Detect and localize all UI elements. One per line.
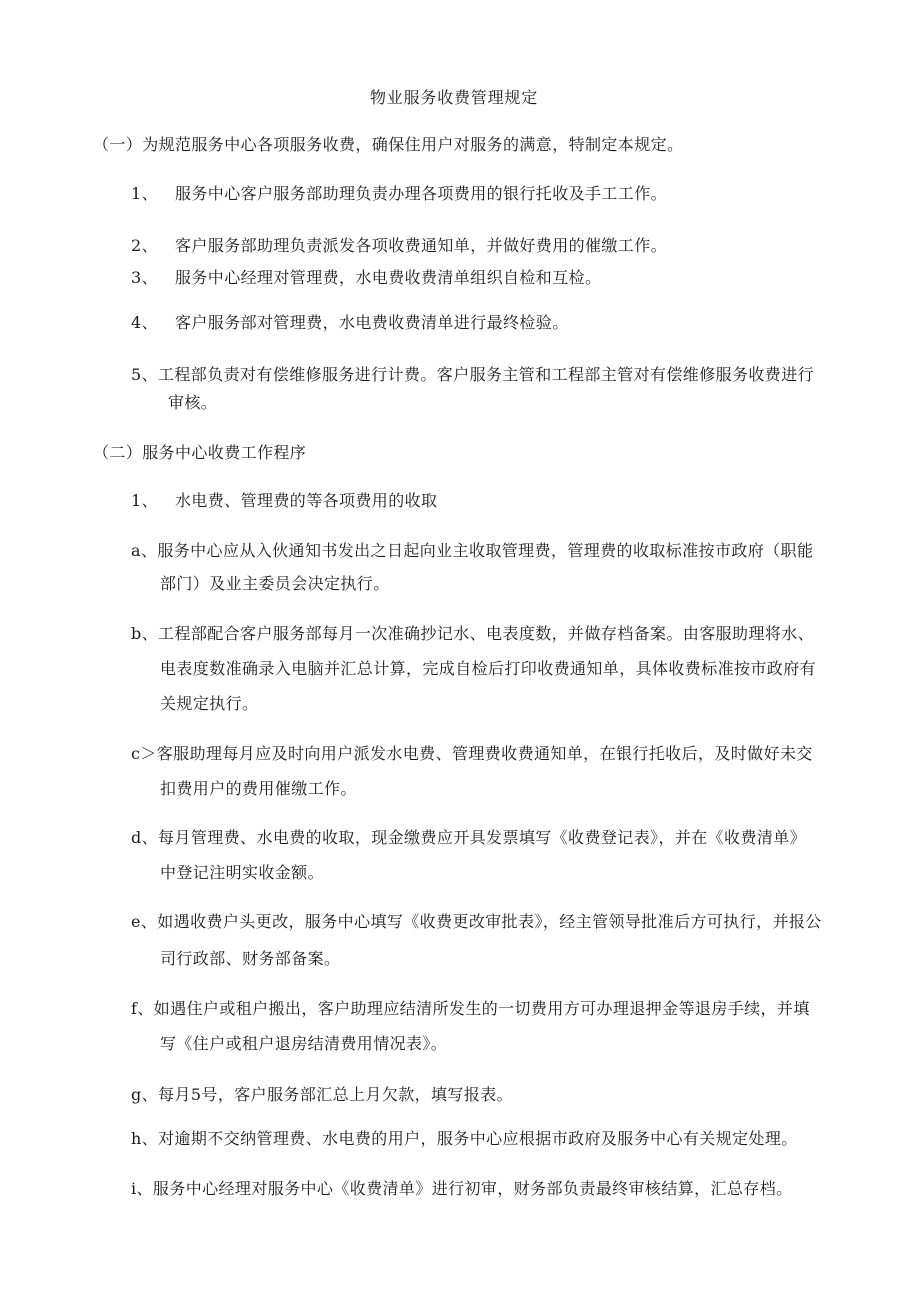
item-number: 3、 — [131, 268, 158, 287]
item-number: 1、 — [131, 184, 158, 203]
item-number: 4、 — [131, 313, 158, 332]
item-text: 每月5号，客户服务部汇总上月欠款，填写报表。 — [158, 1085, 514, 1104]
item-label: f、 — [131, 999, 154, 1018]
item-text: 如遇住户或租户搬出，客户助理应结清所发生的一切费用方可办理退押金等退房手续，并填 — [153, 999, 810, 1018]
item-number: 1、 — [131, 491, 158, 510]
item-text: 服务中心经理对管理费，水电费收费清单组织自检和互检。 — [175, 268, 602, 287]
list-item — [131, 912, 822, 932]
document-title: 物业服务收费管理规定 — [370, 88, 539, 107]
list-item — [131, 1129, 798, 1149]
item-text: 客户服务部助理负责派发各项收费通知单，并做好费用的催缴工作。 — [175, 236, 668, 255]
sub-heading — [131, 491, 437, 511]
item-text: 如遇收费户头更改，服务中心填写《收费更改审批表》，经主管领导批准后方可执行，并报公 — [157, 912, 822, 931]
item-text-continuation: 司行政部、财务部备案。 — [160, 949, 341, 968]
item-text: 工程部配合客户服务部每月一次准确抄记水、电表度数，并做存档备案。由客服助理将水、 — [158, 624, 815, 643]
item-text: 服务中心客户服务部助理负责办理各项费用的银行托收及手工工作。 — [175, 184, 668, 203]
item-text-continuation: 写《住户或租户退房结清费用情况表》。 — [160, 1034, 448, 1053]
item-text-continuation: 审核。 — [168, 393, 218, 412]
list-item — [131, 313, 569, 333]
list-item — [131, 744, 813, 764]
item-text: 水电费、管理费的等各项费用的收取 — [175, 491, 438, 510]
item-label: a、 — [131, 541, 158, 560]
item-text-continuation: 关规定执行。 — [160, 694, 259, 713]
item-text-continuation: 中登记注明实收金额。 — [160, 863, 325, 882]
item-text: 服务中心应从入伙通知书发出之日起向业主收取管理费，管理费的收取标准按市政府（职能 — [157, 541, 814, 560]
list-item — [131, 624, 814, 644]
item-text-continuation: 部门）及业主委员会决定执行。 — [160, 574, 390, 593]
item-label: c＞ — [131, 744, 157, 763]
item-label: e、 — [131, 912, 158, 931]
section-2-heading: （二）服务中心收费工作程序 — [93, 443, 307, 462]
item-text: 工程部负责对有偿维修服务进行计费。客户服务主管和工程部主管对有偿维修服务收费进行 — [158, 365, 815, 384]
item-label: g、 — [131, 1085, 159, 1104]
list-item — [131, 828, 806, 848]
list-item — [131, 999, 810, 1019]
item-text: 每月管理费、水电费的收取，现金缴费应开具发票填写《收费登记表》，并在《收费清单》 — [158, 828, 807, 847]
item-text-continuation: 扣费用户的费用催缴工作。 — [160, 779, 357, 798]
item-label: d、 — [131, 828, 159, 847]
item-text-continuation: 电表度数准确录入电脑并汇总计算，完成自检后打印收费通知单，具体收费标准按市政府有 — [160, 659, 817, 678]
item-number: 2、 — [131, 236, 158, 255]
list-item — [131, 1085, 513, 1105]
list-item — [131, 236, 667, 256]
list-item — [131, 1179, 793, 1199]
item-text: 服务中心经理对服务中心《收费清单》进行初审，财务部负责最终审核结算，汇总存档。 — [152, 1179, 793, 1198]
list-item — [131, 184, 667, 204]
item-number: 5、 — [131, 365, 158, 384]
item-label: b、 — [131, 624, 159, 643]
item-text: 客户服务部对管理费，水电费收费清单进行最终检验。 — [175, 313, 569, 332]
item-label: h、 — [131, 1129, 159, 1148]
list-item — [131, 541, 813, 561]
section-1-heading: （一）为规范服务中心各项服务收费，确保住用户对服务的满意，特制定本规定。 — [93, 135, 684, 154]
list-item — [131, 365, 814, 385]
item-label: i、 — [131, 1179, 153, 1198]
item-text: 对逾期不交纳管理费、水电费的用户，服务中心应根据市政府及服务中心有关规定处理。 — [158, 1129, 798, 1148]
list-item — [131, 268, 601, 288]
item-text: 客服助理每月应及时向用户派发水电费、管理费收费通知单，在银行托收后，及时做好未交 — [156, 744, 813, 763]
